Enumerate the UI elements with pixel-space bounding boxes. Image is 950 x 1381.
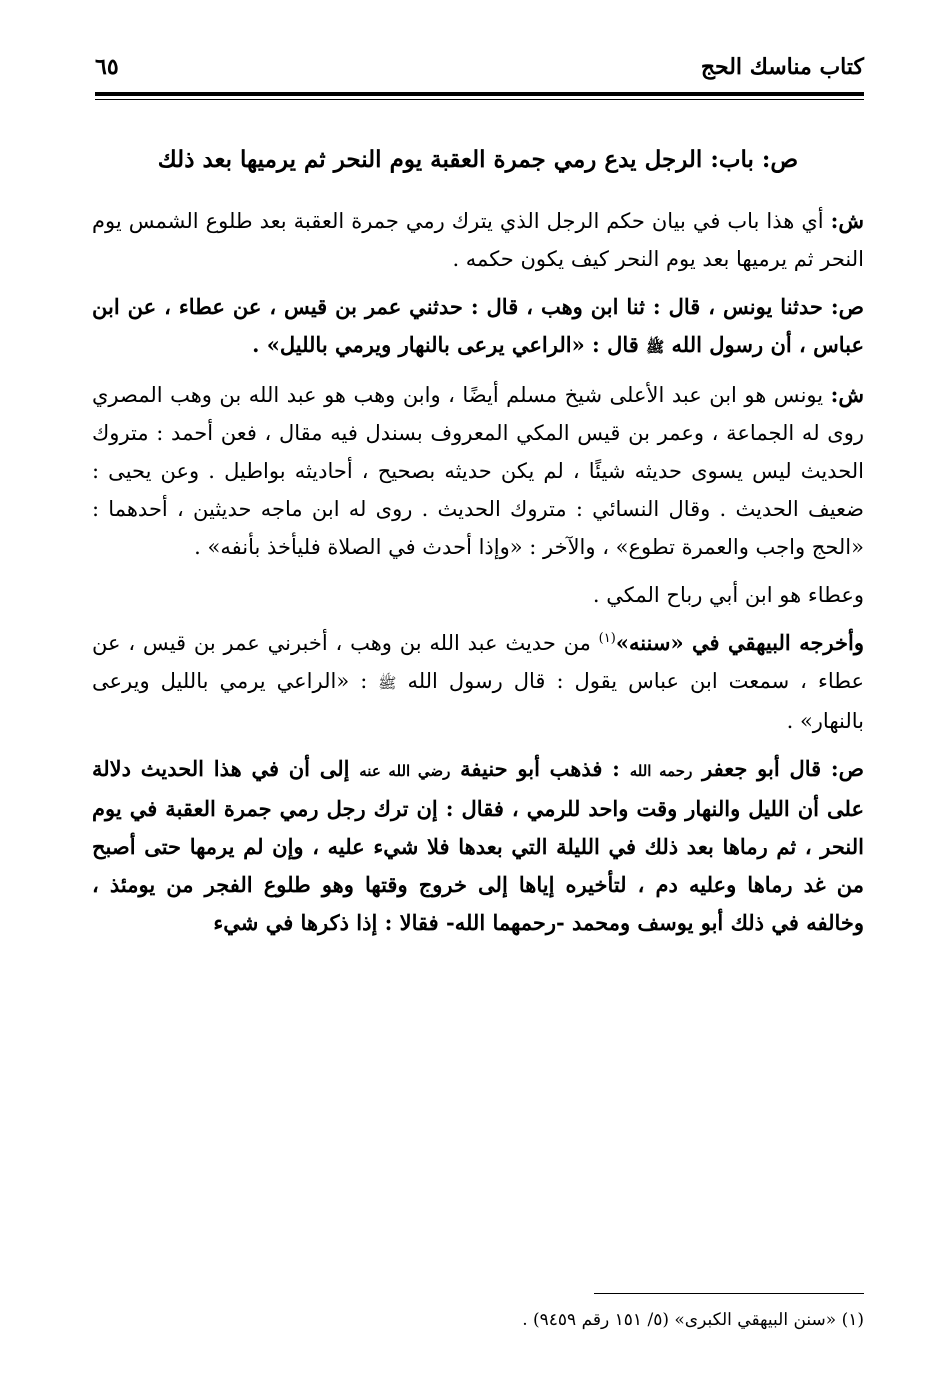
paragraph-text: : فذهب أبو حنيفة (460, 756, 620, 781)
paragraph-lead: ش: (830, 382, 864, 407)
paragraph-text: وعطاء هو ابن أبي رباح المكي . (592, 583, 864, 607)
paragraph-3 (92, 376, 864, 566)
paragraph-text: يونس هو ابن عبد الأعلى شيخ مسلم أيضًا ، وابن وهب هو عبد الله بن وهب المصري روى له الجماعة ، وعمر بن قيس المكي المعروف بسندل فيه مقال ، فعن أحمد : متروك الحديث ليس يسوى حديثه شيئًا ، لم يكن حديثه بصحيح ، أحاديثه بواطيل . وعن يحيى : ضعيف الحديث . وقال النسائي : متروك الحديث . روى له ابن ماجه حديثين ، أحدهما : «الحج واجب والعمرة تطوع» ، والآخر : «وإذا أحدث في الصلاة فليأخذ بأنفه» . (92, 383, 864, 559)
paragraph-text: قال : «الراعي يرعى بالنهار ويرمي بالليل» . (252, 332, 639, 357)
main-text (92, 140, 864, 952)
honorific-symbol: ﷺ (378, 674, 397, 692)
paragraph-text: قال أبو جعفر (702, 756, 822, 781)
paragraph-lead: ص: (830, 756, 865, 781)
footnote: (١) «سنن البيهقي الكبرى» (٥/ ١٥١ رقم ٩٤٥٩) . (522, 1310, 864, 1330)
header-rule-thick (95, 92, 864, 96)
paragraph-lead: ش: (830, 208, 864, 233)
footnote-rule (594, 1293, 864, 1294)
paragraph-text: من حديث عبد الله بن وهب ، أخبرني عمر بن قيس ، عن عطاء ، سمعت ابن عباس يقول : قال رسول الله (92, 631, 864, 693)
paragraph-lead: وأخرجه البيهقي في «سننه» (615, 630, 864, 655)
paragraph-text: : «الراعي يرمي بالليل ويرعى بالنهار» . (92, 669, 864, 733)
paragraph-lead: ص: (830, 294, 865, 319)
running-title: كتاب مناسك الحج (700, 54, 864, 80)
header-rule-thin (95, 99, 864, 100)
honorific-phrase: رحمه الله (629, 762, 693, 780)
honorific-phrase: رضي الله عنه (359, 762, 451, 780)
footnote-reference: (١) (598, 631, 616, 646)
paragraph-2 (92, 288, 864, 366)
paragraph-6 (92, 750, 864, 942)
paragraph-text: حدثنا يونس ، قال : ثنا ابن وهب ، قال : حدثني عمر بن قيس ، عن عطاء ، عن ابن عباس ، أن رسول الله (92, 294, 864, 357)
paragraph-5 (92, 624, 864, 740)
paragraph-1 (92, 202, 864, 278)
paragraph-text: إلى أن في هذا الحديث دلالة على أن الليل والنهار وقت واحد للرمي ، فقال : إن ترك رجل رمي جمرة العقبة في يوم النحر ، ثم رماها بعد ذلك في الليلة التي بعدها فلا شيء عليه ، وإن لم يرمها حتى أصبح من غد رماها وعليه دم ، لتأخيره إياها إلى خروج وقتها وهو طلوع الفجر من يومئذ ، وخالفه في ذلك أبو يوسف ومحمد -رحمهما الله- فقالا : إذا ذكرها في شيء (92, 756, 864, 935)
honorific-symbol: ﷺ (646, 338, 665, 356)
paragraph-4 (92, 576, 864, 614)
chapter-heading: ص: باب: الرجل يدع رمي جمرة العقبة يوم النحر ثم يرميها بعد ذلك (157, 146, 799, 173)
page-header (95, 48, 864, 88)
page-number: ٦٥ (95, 54, 119, 80)
paragraph-text: أي هذا باب في بيان حكم الرجل الذي يترك رمي جمرة العقبة بعد طلوع الشمس يوم النحر ثم يرميها بعد يوم النحر كيف يكون حكمه . (92, 209, 864, 271)
